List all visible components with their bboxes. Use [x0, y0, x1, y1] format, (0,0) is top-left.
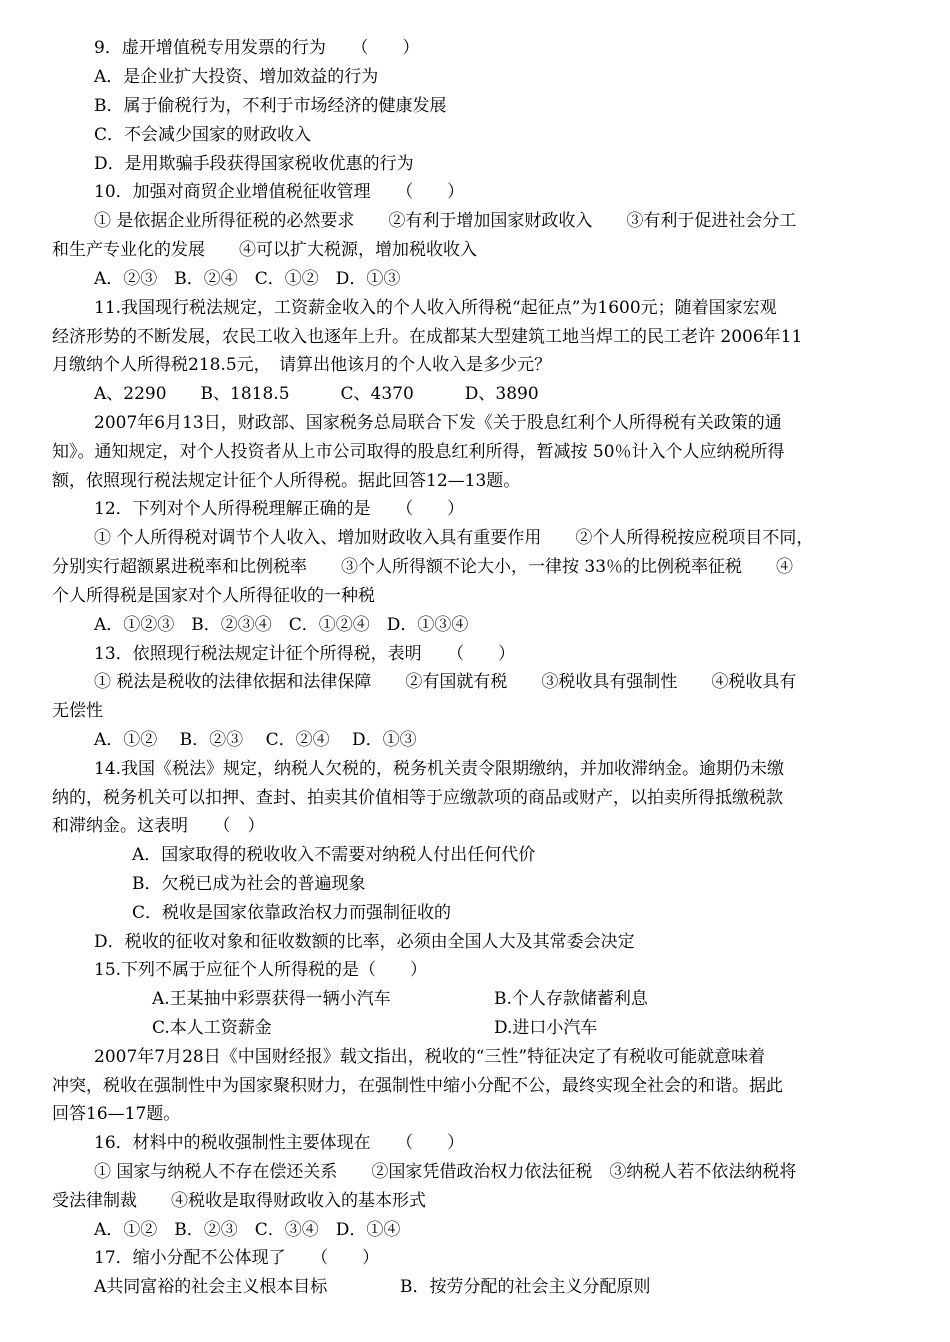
q14-stem-line2: 纳的，税务机关可以扣押、查封、拍卖其价值相等于应缴款项的商品或财产，以拍卖所得抵缴税款: [52, 788, 783, 808]
material2-line2: 冲突，税收在强制性中为国家聚积财力，在强制性中缩小分配不公，最终实现全社会的和谐。据此: [52, 1076, 783, 1096]
material1-line3: 额，依照现行税法规定计征个人所得税。据此回答12—13题。: [52, 471, 521, 491]
q16-answer-choices: A．①② B．②③ C．③④ D．①④: [94, 1220, 401, 1240]
q12-options-line1: ① 个人所得税对调节个人收入、增加财政收入具有重要作用 ②个人所得税按应税项目不同，: [94, 528, 814, 548]
q16-stem: 16．材料中的税收强制性主要体现在 （ ）: [94, 1133, 465, 1153]
q9-option-d: D．是用欺骗手段获得国家税收优惠的行为: [94, 154, 414, 174]
q15-option-a: A.王某抽中彩票获得一辆小汽车: [152, 989, 391, 1009]
q9-option-b: B．属于偷税行为，不利于市场经济的健康发展: [94, 96, 447, 116]
q13-options-line2: 无偿性: [52, 701, 103, 721]
q16-options-line1: ① 国家与纳税人不存在偿还关系 ②国家凭借政治权力依法征税 ③纳税人若不依法纳税将: [94, 1162, 797, 1182]
q17-stem: 17．缩小分配不公体现了 （ ）: [94, 1248, 380, 1268]
q11-answer-choices: A、2290 B、1818.5 C、4370 D、3890: [94, 384, 539, 404]
q11-stem-line2: 经济形势的不断发展，农民工收入也逐年上升。在成都某大型建筑工地当焊工的民工老许 2006年11: [52, 327, 803, 347]
q13-stem: 13．依照现行税法规定计征个所得税，表明 （ ）: [94, 644, 516, 664]
q14-option-b: B．欠税已成为社会的普遍现象: [132, 874, 366, 894]
q12-stem: 12．下列对个人所得税理解正确的是 （ ）: [94, 499, 465, 519]
q15-option-b: B.个人存款储蓄利息: [494, 989, 648, 1009]
q15-option-c: C.本人工资薪金: [152, 1018, 272, 1038]
q10-options-line1: ① 是依据企业所得征税的必然要求 ②有利于增加国家财政收入 ③有利于促进社会分工: [94, 211, 797, 231]
q10-options-line2: 和生产专业化的发展 ④可以扩大税源，增加税收收入: [52, 240, 477, 260]
q14-option-a: A．国家取得的税收收入不需要对纳税人付出任何代价: [132, 845, 536, 865]
q17-option-a: A共同富裕的社会主义根本目标: [94, 1277, 328, 1297]
q14-option-c: C．税收是国家依靠政治权力而强制征收的: [132, 903, 452, 923]
q16-options-line2: 受法律制裁 ④税收是取得财政收入的基本形式: [52, 1191, 426, 1211]
q13-answer-choices: A．①② B．②③ C．②④ D．①③: [94, 730, 417, 750]
q14-stem-line1: 14.我国《税法》规定，纳税人欠税的，税务机关责令限期缴纳，并加收滞纳金。逾期仍未缴: [94, 759, 785, 779]
q12-options-line3: 个人所得税是国家对个人所得征收的一种税: [52, 586, 375, 606]
q14-option-d: D．税收的征收对象和征收数额的比率，必须由全国人大及其常委会决定: [94, 932, 635, 952]
q13-options-line1: ① 税法是税收的法律依据和法律保障 ②有国就有税 ③税收具有强制性 ④税收具有: [94, 672, 797, 692]
q12-answer-choices: A．①②③ B．②③④ C．①②④ D．①③④: [94, 615, 469, 635]
q9-option-a: A．是企业扩大投资、增加效益的行为: [94, 67, 379, 87]
q17-option-b: B．按劳分配的社会主义分配原则: [400, 1277, 651, 1297]
material2-line3: 回答16—17题。: [52, 1104, 181, 1124]
q9-stem: 9．虚开增值税专用发票的行为 （ ）: [94, 38, 420, 58]
q14-stem-line3: 和滞纳金。这表明 （ ）: [52, 816, 265, 836]
q11-stem-line1: 11.我国现行税法规定，工资薪金收入的个人收入所得税“起征点”为1600元；随着国家宏观: [94, 298, 777, 318]
material1-line1: 2007年6月13日，财政部、国家税务总局联合下发《关于股息红利个人所得税有关政策的通: [94, 413, 782, 433]
material2-line1: 2007年7月28日《中国财经报》载文指出，税收的“三性”特征决定了有税收可能就意味着: [94, 1047, 766, 1067]
q9-option-c: C．不会减少国家的财政收入: [94, 125, 312, 145]
q12-options-line2: 分别实行超额累进税率和比例税率 ③个人所得额不论大小，一律按 33％的比例税率征税 ④: [52, 557, 794, 577]
q11-stem-line3: 月缴纳个人所得税218.5元， 请算出他该月的个人收入是多少元？: [52, 355, 552, 375]
q10-stem: 10．加强对商贸企业增值税征收管理 （ ）: [94, 182, 465, 202]
q10-answer-choices: A．②③ B．②④ C．①② D．①③: [94, 269, 401, 289]
q15-stem: 15.下列不属于应征个人所得税的是（ ）: [94, 960, 428, 980]
q15-option-d: D.进口小汽车: [494, 1018, 598, 1038]
material1-line2: 知》。通知规定，对个人投资者从上市公司取得的股息红利所得，暂减按 50％计入个人应纳税所得: [52, 442, 785, 462]
